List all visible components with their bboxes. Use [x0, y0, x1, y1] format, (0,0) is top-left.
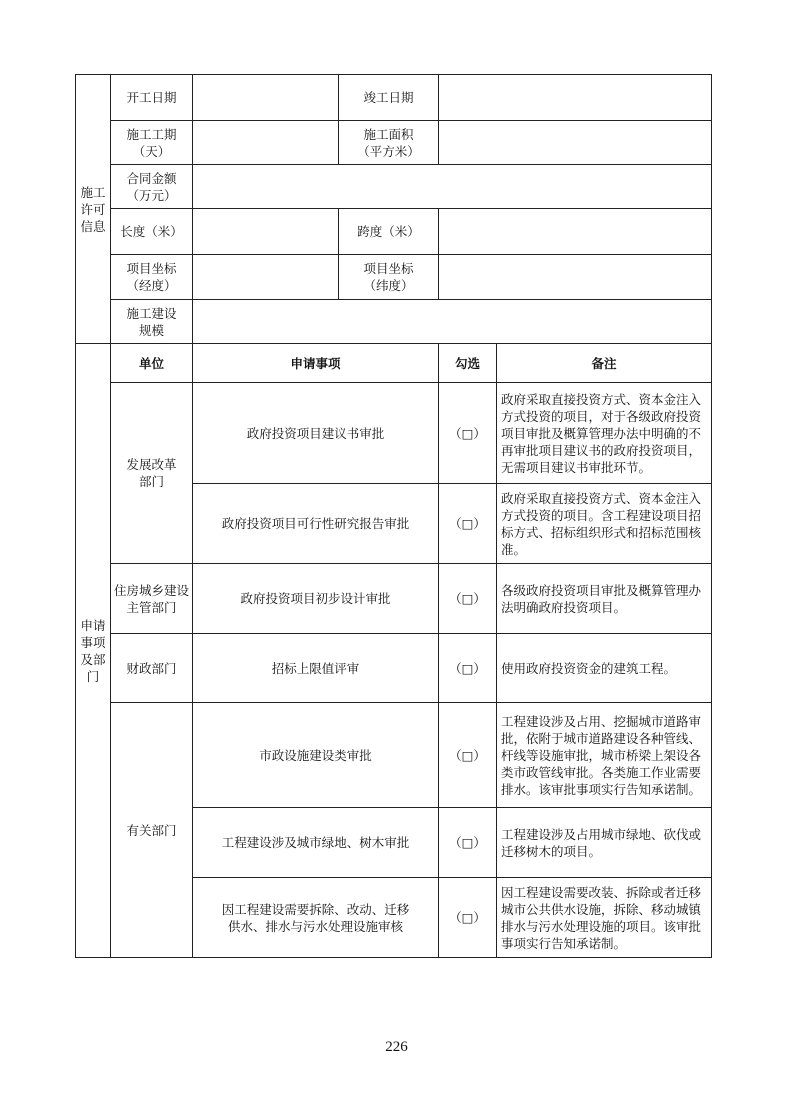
- table-row: [76, 564, 712, 634]
- checkbox[interactable]: （□）: [439, 878, 497, 958]
- text-line: 施工建设: [126, 305, 177, 321]
- item-name: [193, 808, 439, 878]
- checkbox[interactable]: （□）: [439, 703, 497, 808]
- header-remark: 备注: [497, 344, 712, 383]
- text-line: 信息: [80, 218, 106, 234]
- remark-cell: [497, 484, 712, 564]
- remark-cell: [497, 634, 712, 703]
- text-line: 排水。该审批事项实行告知承诺制。: [501, 781, 702, 797]
- longitude-label: [111, 255, 193, 300]
- checkbox[interactable]: （□）: [439, 484, 497, 564]
- text-line: 因工程建设需要改装、拆除或者迁移: [501, 884, 702, 900]
- text-line: 项目坐标: [363, 261, 414, 276]
- text-line: 因工程建设需要拆除、改动、迁移: [221, 901, 410, 917]
- text-line: 开工日期: [126, 90, 177, 105]
- text-line: 再审批项目建议书的政府投资项目，: [501, 442, 702, 458]
- table-row: [76, 703, 712, 808]
- text-line: 及部: [80, 651, 106, 667]
- permit-section-label: [76, 75, 111, 344]
- text-line: 工程建设涉及城市绿地、树木审批: [221, 835, 410, 850]
- checkbox[interactable]: （□）: [439, 634, 497, 703]
- text-line: 事项实行告知承诺制。: [501, 935, 627, 951]
- department-cell: [111, 703, 193, 958]
- checkbox[interactable]: （□）: [439, 564, 497, 634]
- text-line: 施工面积: [363, 126, 414, 142]
- text-line: （经度）: [126, 278, 177, 293]
- remark-cell: [497, 383, 712, 484]
- text-line: 政府投资项目可行性研究报告审批: [221, 516, 410, 531]
- completion-date-value[interactable]: [439, 75, 712, 121]
- area-value[interactable]: [439, 121, 712, 165]
- text-line: 发展改革: [126, 457, 177, 472]
- text-line: 规模: [138, 322, 164, 338]
- checkbox[interactable]: （□）: [439, 383, 497, 484]
- text-line: 住房城乡建设: [113, 582, 189, 598]
- length-value[interactable]: [193, 209, 339, 255]
- text-line: 迁移树木的项目。: [501, 843, 602, 859]
- text-line: 部门: [138, 474, 164, 489]
- span-label: [339, 209, 439, 255]
- text-line: 门: [86, 668, 100, 684]
- text-line: （天）: [132, 143, 171, 159]
- page-number: 226: [385, 1039, 408, 1055]
- table-row: [76, 383, 712, 484]
- item-name: [193, 383, 439, 484]
- text-line: 项目坐标: [126, 261, 177, 276]
- text-line: 财政部门: [126, 660, 177, 676]
- latitude-label: [339, 255, 439, 300]
- text-line: 竣工日期: [363, 90, 414, 105]
- remark-cell: [497, 564, 712, 634]
- text-line: 主管部门: [126, 599, 177, 615]
- text-line: 招标上限值评审: [271, 660, 360, 676]
- contract-amount-label: [111, 165, 193, 209]
- application-section-label: [76, 344, 111, 958]
- text-line: 标方式、招标组织形式和招标范围核: [501, 524, 702, 540]
- text-line: （万元）: [126, 187, 177, 203]
- text-line: （平方米）: [357, 143, 420, 159]
- text-line: 政府投资项目初步设计审批: [240, 591, 391, 606]
- department-cell: [111, 383, 193, 564]
- item-name: [193, 484, 439, 564]
- item-name: [193, 564, 439, 634]
- text-line: 城市公共供水设施，拆除、移动城镇: [501, 901, 702, 917]
- text-line: 供水、排水与污水处理设施审核: [227, 918, 403, 934]
- text-line: 长度（米）: [120, 224, 183, 239]
- text-line: 施工工期: [126, 126, 177, 142]
- text-line: 项目审批及概算管理办法中明确的不: [501, 425, 702, 441]
- length-label: [111, 209, 193, 255]
- text-line: 准。: [501, 541, 527, 557]
- start-date-label: [111, 75, 193, 121]
- header-check: 勾选: [439, 344, 497, 383]
- text-line: 工程建设涉及占用、挖掘城市道路审: [501, 713, 702, 729]
- table-row: [76, 634, 712, 703]
- header-unit: 单位: [111, 344, 193, 383]
- scale-value[interactable]: [193, 300, 712, 344]
- item-name: [193, 634, 439, 703]
- text-line: 杆线等设施审批，城市桥梁上架设各: [501, 747, 702, 763]
- text-line: 类市政管线审批。各类施工作业需要: [501, 764, 702, 780]
- remark-cell: [497, 808, 712, 878]
- checkbox[interactable]: （□）: [439, 808, 497, 878]
- text-line: 政府采取直接投资方式、资本金注入: [501, 490, 702, 506]
- text-line: 法明确政府投资项目。: [501, 599, 627, 615]
- latitude-value[interactable]: [439, 255, 712, 300]
- department-cell: [111, 634, 193, 703]
- header-item: 申请事项: [193, 344, 439, 383]
- span-value[interactable]: [439, 209, 712, 255]
- completion-date-label: [339, 75, 439, 121]
- text-line: 使用政府投资资金的建筑工程。: [501, 660, 677, 676]
- text-line: 方式投资的项目。含工程建设项目招: [501, 507, 702, 523]
- longitude-value[interactable]: [193, 255, 339, 300]
- text-line: 施工: [80, 184, 106, 200]
- text-line: 政府投资项目建议书审批: [246, 425, 385, 441]
- item-name: [193, 703, 439, 808]
- text-line: 许可: [80, 201, 106, 217]
- text-line: 各级政府投资项目审批及概算管理办: [501, 582, 702, 598]
- text-line: 批，依附于城市道路建设各种管线、: [501, 730, 702, 746]
- duration-label: [111, 121, 193, 165]
- text-line: 市政设施建设类审批: [259, 747, 372, 763]
- text-line: 排水与污水处理设施的项目。该审批: [501, 918, 702, 934]
- area-label: [339, 121, 439, 165]
- remark-cell: [497, 878, 712, 958]
- text-line: 事项: [80, 634, 106, 650]
- text-line: 有关部门: [126, 822, 177, 838]
- text-line: 合同金额: [126, 170, 177, 186]
- text-line: 政府采取直接投资方式、资本金注入: [501, 391, 702, 407]
- contract-amount-value[interactable]: [193, 165, 712, 209]
- scale-label: [111, 300, 193, 344]
- text-line: 无需项目建议书审批环节。: [501, 459, 652, 475]
- permit-info-table: [75, 74, 712, 344]
- text-line: （纬度）: [363, 278, 414, 293]
- text-line: 方式投资的项目，对于各级政府投资: [501, 408, 702, 424]
- text-line: 跨度（米）: [357, 224, 420, 239]
- item-name: [193, 878, 439, 958]
- duration-value[interactable]: [193, 121, 339, 165]
- text-line: 申请: [80, 617, 106, 633]
- text-line: 工程建设涉及占用城市绿地、砍伐或: [501, 826, 702, 842]
- department-cell: [111, 564, 193, 634]
- remark-cell: [497, 703, 712, 808]
- start-date-value[interactable]: [193, 75, 339, 121]
- application-table: [75, 343, 712, 958]
